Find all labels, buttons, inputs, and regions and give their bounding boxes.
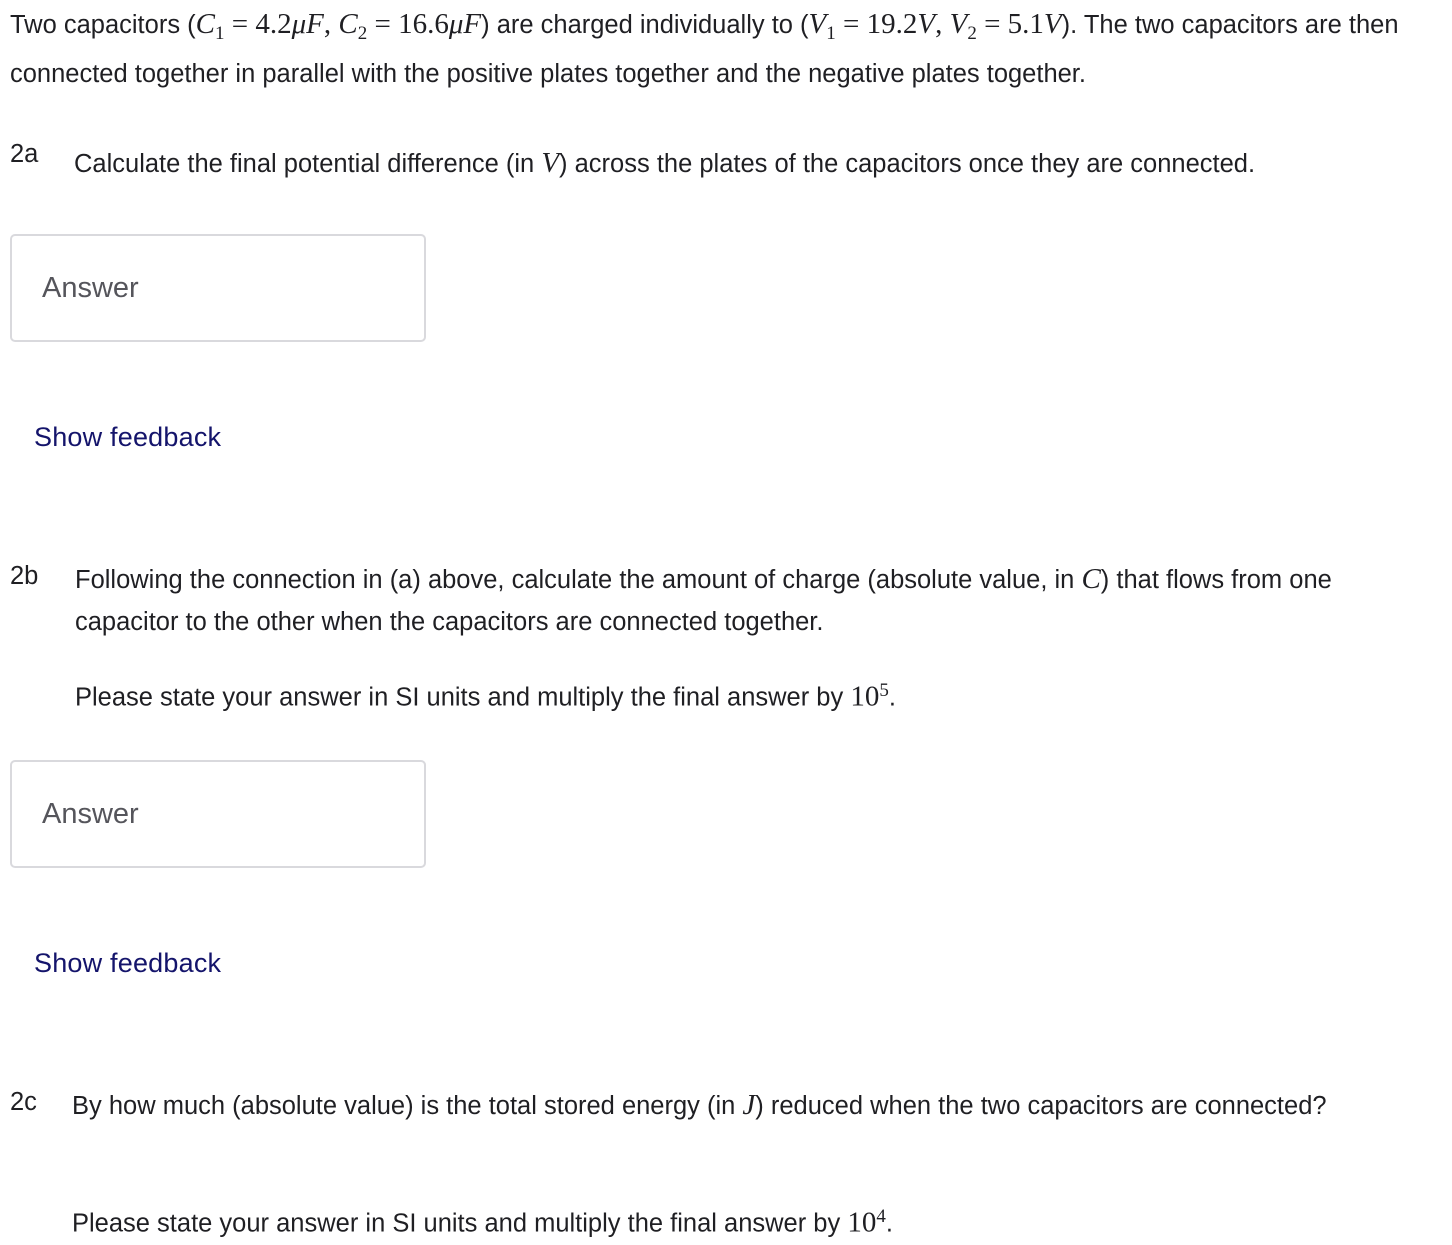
problem-statement <box>10 4 1435 95</box>
c1-subscript: 1 <box>215 23 225 45</box>
part-a-answer-input[interactable] <box>10 234 426 342</box>
part-b-answer-input[interactable] <box>10 760 426 868</box>
part-a-unit: V <box>541 147 560 179</box>
part-a-question <box>74 142 1414 185</box>
part-b-number: 2b <box>10 562 39 590</box>
c2-subscript: 2 <box>357 23 368 45</box>
v1-symbol: V <box>808 8 827 40</box>
intro-comma-1: , <box>323 8 339 40</box>
part-c-note-text: Please state your answer in SI units and multiply the final answer by <box>72 1209 848 1238</box>
v2-value: = 5.1 <box>976 8 1044 40</box>
part-b-note-end: . <box>888 683 896 712</box>
part-b-note-text: Please state your answer in SI units and multiply the final answer by <box>75 683 851 712</box>
c1-symbol: C <box>195 8 215 40</box>
v2-subscript: 2 <box>967 23 977 45</box>
part-b-unit: C <box>1081 563 1101 595</box>
part-a-number: 2a <box>10 140 39 168</box>
part-a-text-1: Calculate the final potential difference (in <box>74 150 542 178</box>
v1-unit: V <box>917 8 936 40</box>
part-b-text-2: ) that flows from one capacitor to the other when the capacitors are connected together. <box>75 566 1332 636</box>
part-c-note-end: . <box>885 1209 893 1238</box>
part-c-note <box>72 1196 1412 1245</box>
c1-value: = 4.2 <box>224 8 292 40</box>
part-b-question <box>75 558 1395 643</box>
v2-unit: V <box>1043 8 1062 40</box>
part-c-power-base: 10 <box>847 1206 877 1239</box>
c2-symbol: C <box>338 8 358 40</box>
part-c-number: 2c <box>10 1088 37 1116</box>
v1-value: = 19.2 <box>835 8 918 40</box>
part-c-text-2: ) reduced when the two capacitors are connected? <box>755 1092 1327 1120</box>
c2-value: = 16.6 <box>367 8 449 40</box>
part-a-show-feedback-button[interactable]: Show feedback <box>34 422 222 452</box>
part-b-power-base: 10 <box>850 680 880 713</box>
part-b-show-feedback-button[interactable]: Show feedback <box>34 948 222 978</box>
intro-comma-2: , <box>935 8 950 40</box>
part-a-text-2: ) across the plates of the capacitors once they are connected. <box>559 150 1256 178</box>
c2-unit: μF <box>448 8 482 40</box>
intro-text-1: Two capacitors ( <box>10 11 196 39</box>
v1-subscript: 1 <box>826 23 836 45</box>
part-c-question <box>72 1084 1372 1127</box>
part-b-text-1: Following the connection in (a) above, calculate the amount of charge (absolute value, in <box>75 566 1082 594</box>
c1-unit: μF <box>291 8 324 40</box>
part-c-power-exponent: 4 <box>876 1206 886 1227</box>
intro-text-2: ) are charged individually to ( <box>481 11 809 39</box>
v2-symbol: V <box>949 8 968 40</box>
part-c-unit: J <box>742 1089 756 1121</box>
part-b-power-exponent: 5 <box>879 680 889 701</box>
intro-text-3: ). The two capacitors are then connected together in parallel with the positive plates together and the negative plates together. <box>10 11 1399 89</box>
part-c-text-1: By how much (absolute value) is the total stored energy (in <box>72 1092 743 1120</box>
part-b-note <box>75 670 1415 719</box>
